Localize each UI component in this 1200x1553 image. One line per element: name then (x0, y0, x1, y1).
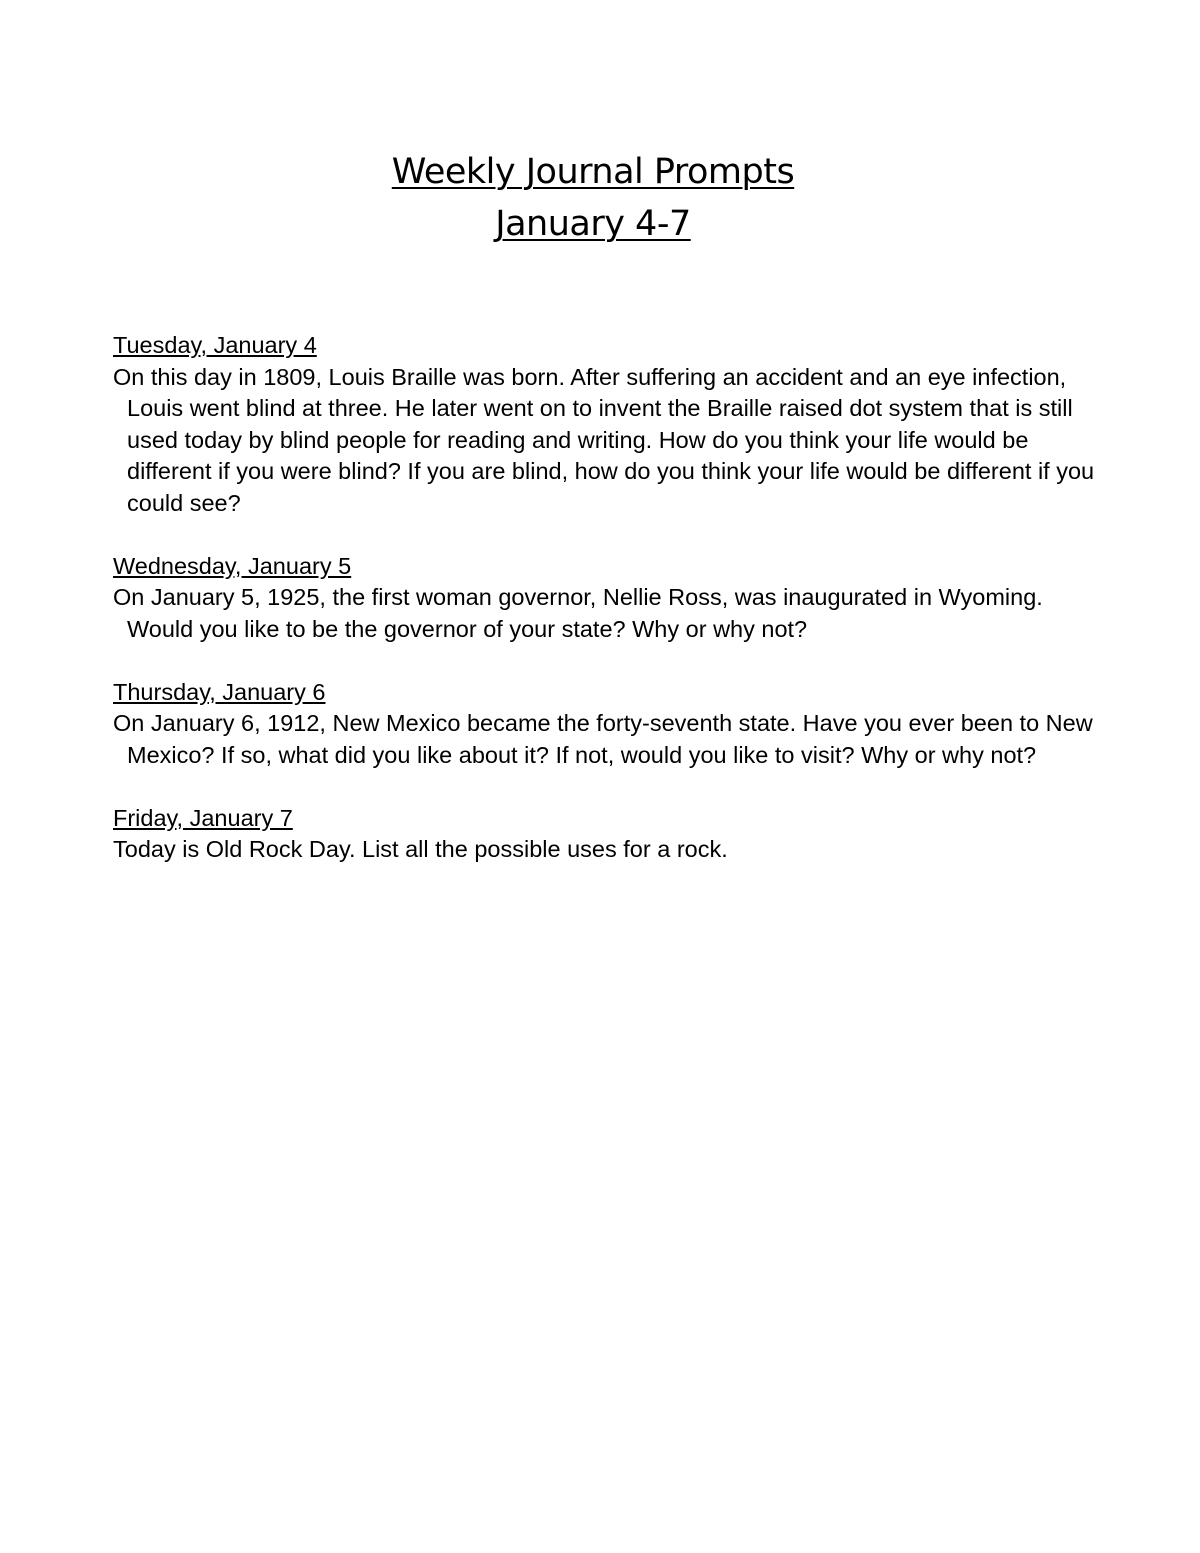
journal-entries (113, 330, 1103, 897)
page-title: Weekly Journal Prompts (391, 152, 795, 192)
entry-text: Today is Old Rock Day. List all the possible uses for a rock. (113, 836, 728, 862)
title-block (0, 146, 1186, 250)
journal-entry-tuesday (113, 330, 1103, 519)
entry-heading: Wednesday, January 5 (113, 552, 352, 579)
journal-entry-wednesday (113, 551, 1103, 646)
entry-text: On this day in 1809, Louis Braille was born. After suffering an accident and an eye infection, Louis went blind at three. He later went on to invent the Braille raised dot system that is still used today by blind people for reading and writing. How do you think your life would be different if you were blind? If you are blind, how do you think your life would be different if you could see? (113, 363, 1095, 516)
journal-entry-friday (113, 803, 1103, 866)
entry-heading: Friday, January 7 (113, 804, 293, 831)
journal-entry-thursday (113, 677, 1103, 772)
entry-text: On January 6, 1912, New Mexico became the forty-seventh state. Have you ever been to New Mexico? If so, what did you like about it? If not, would you like to visit? Why or why not? (113, 710, 1093, 768)
page-subtitle: January 4-7 (495, 204, 691, 244)
entry-text: On January 5, 1925, the first woman governor, Nellie Ross, was inaugurated in Wyoming. Would you like to be the governor of your state? Why or why not? (113, 584, 1043, 642)
entry-heading: Tuesday, January 4 (113, 332, 317, 358)
entry-heading: Thursday, January 6 (113, 678, 326, 705)
